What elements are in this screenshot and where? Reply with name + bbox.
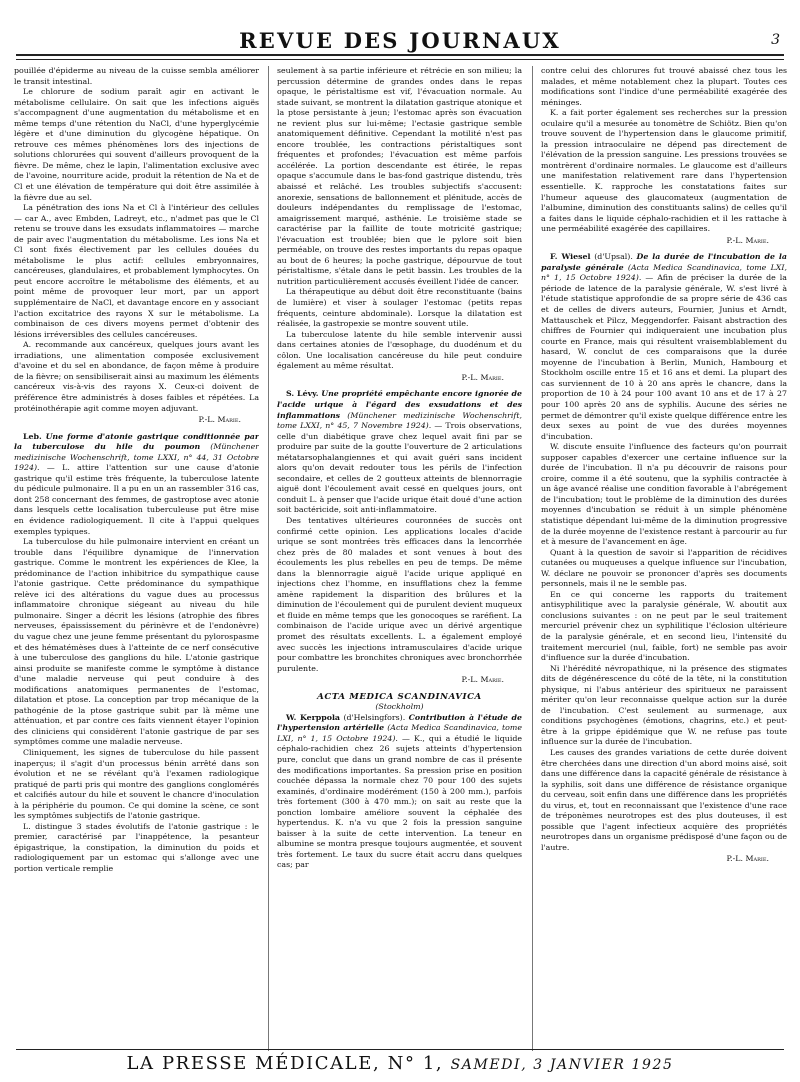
signature: P.-L. Marie. bbox=[726, 854, 769, 864]
page-footer bbox=[16, 1049, 784, 1081]
paragraph: La tuberculose du hile pulmonaire intervient en créant un trouble dans l'équilibre dynamique de l'innervation gastrique. Comme le montrent les expériences de Klee, la prédominance de l'action inhibitrice du sympathique cause l'atonie gastrique. Cette prédominance du sympathique relève ici des altérations du vague dues au processus inflammatoire chronique siégeant au niveau du hile pulmonaire. Singer a décrit les lésions (atrophie des fibres nerveuses, épaississement du périnèvre et de l'endonèvre) du vague chez une jeune femme présentant du pylorospasme et des hématémèses dues à l'atteinte de ce nerf consécutive à une tuberculose des ganglions du hile. L'atonie gastrique ainsi produite se manifeste comme le symptôme à distance d'une maladie nerveuse qui peut conduire à des modifications anatomiques permanentes de l'estomac, dilatation et ptose. La conception par trop mécanique de la pathogénie de la ptose gastrique subit par là même une atténuation, et par contre ces faits viennent étayer l'opinion des cliniciens qui considèrent l'atonie gastrique de par ses symptômes comme une maladie nerveuse. bbox=[14, 537, 259, 747]
column-3 bbox=[541, 66, 787, 1056]
article-text: — L. attire l'attention sur une cause d'atonie gastrique qu'il estime très fréquente, la tuberculose latente du pédicule pulmonaire. Il a pu en un an rassembler 316 cas, dont 258 concernant des femmes, de gastroptose avec atonie dans lesquels cette localisation tuberculeuse put être mise en évidence radiologiquement. Il cite à l'appui quelques exemples typiques. bbox=[14, 463, 259, 536]
header-rule bbox=[16, 59, 784, 60]
paragraph: Cliniquement, les signes de tuberculose du hile passent inaperçus; il s'agit d'un processus bénin arrêté dans son évolution et ne se révélant qu'à l'examen radiologique pratiqué de parti pris qui montre des ganglions conglomérés et calcifiés autour du hile et souvent le chancre d'inoculation à la périphérie du poumon. Ce qui domine la scène, ce sont les symptômes subjectifs de l'atonie gastrique. bbox=[14, 748, 259, 821]
page-number: 3 bbox=[771, 32, 780, 48]
signature: P.-L. Marie. bbox=[198, 415, 241, 425]
article-title: De la durée de l'incubation de la paralysie générale bbox=[541, 252, 787, 272]
article-kerppola bbox=[277, 713, 522, 871]
article-source: (Acta Medica Scandinavica, tome LXI, n° 1, 15 Octobre 1924). bbox=[541, 262, 787, 283]
paragraph: Ni l'hérédité névropathique, ni la présence des stigmates dits de dégénérescence du côté de la tête, ni la constitution physique, ni l'abus antérieur des spiritueux ne paraissent mériter qu'on leur reconnaisse quelque action sur la durée de l'incubation. C'est seulement au surmenage, aux conditions psychogènes (émotions, chagrins, etc.) et peut-être à la grippe épidémique que W. ne refuse pas toute influence sur la durée de l'incubation. bbox=[541, 663, 787, 747]
footer-journal: LA PRESSE MÉDICALE, N° 1, bbox=[126, 1053, 444, 1074]
paragraph: Le chlorure de sodium paraît agir en activant le métabolisme cellulaire. On sait que les infections aiguës s'accompagnent d'une augmentation du métabolisme et en même temps d'une rétention du NaCl, d'une hyperglycémie légère et d'une diminution du glycogène hépatique. On retrouve ces mêmes phénomènes lors des injections de solutions chlorurées qui souvent d'ailleurs provoquent de la fièvre. De même, chez le lapin, l'alimentation exclusive avec de l'avoine, nourriture acide, produit la rétention de Na et de Cl et une élévation de température qui doit être assimilée à la fièvre due au sel. bbox=[14, 87, 259, 202]
paragraph: L. distingue 3 stades évolutifs de l'atonie gastrique : le premier, caractérisé par l'inappétence, la pesanteur épigastrique, la constipation, la diminution du poids et radiologiquement par un estomac qui s'allonge avec une portion verticale remplie bbox=[14, 821, 259, 874]
paragraph: La thérapeutique au début doit être reconstituante (bains de lumière) et viser à soulager l'estomac (petits repas fréquents, ceinture abdominale). Lorsque la dilatation est réalisée, la gastropexie se montre souvent utile. bbox=[277, 287, 522, 329]
article-author: F. Wiesel bbox=[550, 252, 591, 262]
article-author: Leb. bbox=[23, 431, 42, 441]
article-levy bbox=[277, 389, 522, 516]
signature: P.-L. Marie. bbox=[461, 372, 504, 382]
column-1 bbox=[14, 66, 259, 1056]
article-title: Une propriété empêchante encore ignorée de l'acide urique à l'égard des exsudations et des inflammations bbox=[277, 389, 522, 420]
paragraph: Quant à la question de savoir si l'apparition de récidives cutanées ou muqueuses a quelque influence sur l'incubation, W. déclare ne pouvoir se prononcer d'après ses documents personnels, mais il ne le semble pas. bbox=[541, 547, 787, 589]
article-source: (Münchener medizinische Wochenschrift, tome LXXI, n° 45, 7 Novembre 1924). bbox=[277, 410, 522, 431]
article-leb bbox=[14, 432, 259, 537]
journal-section-title: REVUE DES JOURNAUX bbox=[239, 28, 561, 53]
article-title: Une forme d'atonie gastrique conditionnée par la tuberculose du hile du poumon bbox=[14, 431, 259, 452]
signature: P.-L. Marie. bbox=[726, 235, 769, 245]
article-title: Contribution à l'étude de l'hypertension artérielle bbox=[277, 712, 522, 733]
article-author-place: (d'Upsal). bbox=[594, 252, 633, 262]
paragraph: La tuberculose latente du hile semble intervenir aussi dans certaines atonies de l'œsophage, du duodénum et du côlon. Une localisation cancéreuse du hile peut conduire également au même résultat. bbox=[277, 329, 522, 371]
column-2 bbox=[277, 66, 522, 1056]
paragraph: Les causes des grandes variations de cette durée doivent être cherchées dans une direction d'un abord moins aisé, soit dans une différence dans la capacité générale de résistance à la syphilis, soit dans une différence de résistance organique du cerveau, soit enfin dans une différence dans les propriétés du virus, et, tout en reconnaissant que l'existence d'une race de tréponèmes neurotropes est des plus douteuses, il est possible que l'agent infectieux acquière des propriétés neurotropes dans un organisme prédisposé d'une façon ou de l'autre. bbox=[541, 748, 787, 852]
column-divider bbox=[268, 66, 269, 1051]
article-author: W. Kerppola bbox=[286, 712, 341, 722]
paragraph: A. recommande aux cancéreux, quelques jours avant les irradiations, une alimentation composée exclusivement d'avoine et du sel en abondance, de façon même à produire de la fièvre; on sensibiliserait ainsi au maximum les éléments cancéreux vis-à-vis des rayons X. Ceux-ci doivent de préférence être administrés à doses faibles et répétées. La protéinothérapie agit comme moyen adjuvant. bbox=[14, 340, 259, 413]
footer-date: SAMEDI, 3 JANVIER 1925 bbox=[450, 1057, 674, 1073]
page-header bbox=[16, 22, 784, 56]
paragraph: W. discute ensuite l'influence des facteurs qu'on pourrait supposer capables d'exercer une certaine influence sur la durée de l'incubation. Il n'a pu découvrir de raisons pour croire, comme il a été soutenu, que la syphilis contractée à un âge avancé réalise une condition favorable à l'abrégement de l'incubation; tout le problème de la diminution des durées moyennes d'incubation se réduit à un simple phénomène statistique dépendant lui-même de la diminution progressive de la durée moyenne de l'existence restant à parcourir au fur et à mesure de l'avancement en âge. bbox=[541, 442, 787, 547]
article-author: S. Lévy. bbox=[286, 389, 319, 399]
article-text: — K., qui a étudié le liquide céphalo-rachidien chez 26 sujets atteints d'hypertension pure, conclut que dans un grand nombre de cas il présente des modifications importantes. Sa pression prise en position couchée dépassa la normale chez 70 pour 100 des sujets examinés, d'ordinaire modérément (150 à 200 mm.), parfois très fortement (300 à 470 mm.); on sait au reste que la ponction lombaire améliore souvent la céphalée des hypertendus. K. n'a vu que 2 fois la pression sanguine baisser à la suite de cette intervention. La teneur en albumine se montra presque toujours augmentée, et souvent très fortement. Le taux du sucre était accru dans quelques cas; par bbox=[277, 733, 522, 870]
article-text: — Trois observations, celle d'un diabétique grave chez lequel avait fini par se produire par suite de la goutte l'ouverture de 2 articulations métatarsophalangiennes et qui avait guéri sans incident alors qu'on devait redouter tous les périls de l'infection secondaire, et celles de 2 goutteux atteints de blennorragie aiguë dont l'écoulement avait cessé en quelques jours, ont conduit L. à penser que l'acide urique était doué d'une action soit bactéricide, soit anti-inflammatoire. bbox=[277, 421, 522, 515]
journal-section-city: (Stockholm) bbox=[375, 702, 424, 712]
paragraph: Des tentatives ultérieures couronnées de succès ont confirmé cette opinion. Les applications locales d'acide urique se sont montrées très efficaces dans la lencorrhée chez près de 80 malades et sont venues à bout des écoulements les plus rebelles en peu de temps. De même dans la blennorragie aiguë l'acide urique appliqué en injections chez l'homme, en insufflations chez la femme amène rapidement la disparition des brûlures et la diminution de l'écoulement qui de purulent devient muqueux et fluide en même temps que les gonocoques se raréfient. La combinaison de l'acide urique avec un dérivé argentique promet des résultats excellents. L. a également employé avec succès les injections intramusculaires d'acide urique pour combattre les bronchites chroniques avec bronchorrhée purulente. bbox=[277, 515, 522, 673]
article-wiesel bbox=[541, 252, 787, 442]
article-text: — Afin de préciser la durée de la période de latence de la paralysie générale, W. s'est livré à l'étude statistique approfondie de sa propre série de 436 cas et de celles de divers auteurs, Fournier, Junius et Arndt, Mattauschek et Pilcz, Meggendorfer. Faisant abstraction des chiffres de Fournier qui indiqueraient une incubation plus courte en France, mais qui résultent vraisemblablement du hasard, W. conclut de ces comparaisons que la durée moyenne de l'incubation à Berlin, Munich, Hambourg et Stockholm oscille entre 15 et 16 ans et demi. La plupart des cas surviennent de 10 à 20 ans après le chancre, dans la proportion de 10 à 24 pour 100 avant 10 ans et de 17 à 27 pour 100 après 20 ans de syphilis. Aucune des séries ne permet de démontrer qu'il existe quelque différence entre les deux sexes au point de vue des durées moyennes d'incubation. bbox=[541, 273, 787, 441]
article-author-place: (d'Helsingfors). bbox=[343, 712, 406, 722]
paragraph: La pénétration des ions Na et Cl à l'intérieur des cellules — car A., avec Embden, Ladreyt, etc., n'admet pas que le Cl retenu se trouve dans les exsudats inflammatoires — marche de pair avec l'augmentation du métabolisme. Les ions Na et Cl sont fixés électivement par les cellules douées du métabolisme le plus actif: cellules embryonnaires, cancéreuses, glandulaires, et probablement lymphocytes. On peut encore accroître le métabolisme des éléments, et au point même de provoquer leur mort, par un apport supplémentaire de NaCl, et davantage encore en y associant l'action excitatrice des rayons X sur le métabolisme. La combinaison de ces divers moyens permet d'obtenir des lésions irréversibles des cellules cancéreuses. bbox=[14, 203, 259, 339]
signature: P.-L. Marie. bbox=[461, 675, 504, 685]
paragraph: pouillée d'épiderme au niveau de la cuisse sembla améliorer le transit intestinal. bbox=[14, 66, 259, 86]
paragraph: seulement à sa partie inférieure et rétrécie en son milieu; la percussion détermine de grandes ondes dans le repas opaque, le péristaltisme est vif, l'évacuation normale. Au stade suivant, se montrent la dilatation gastrique atonique et la ptose persistante à jeun; l'estomac après son évacuation ne revient plus sur lui-même; l'ectasie gastrique semble anatomiquement définitive. Cependant la motilité n'est pas encore troublée, les contractions péristaltiques sont fréquentes et profondes; l'évacuation est même parfois accélérée. La portion descendante est étirée, le repas opaque s'accumule dans le bas-fond gastrique distendu, très abaissé et relâché. Les troubles subjectifs s'accusent: anorexie, sensations de ballonnement et plénitude, accès de douleurs indépendantes du remplissage de l'estomac, amaigrissement marqué, asthénie. Le troisième stade se caractérise par la faillite de toute motricité gastrique; l'évacuation est troublée; bien que le pylore soit bien perméable, on trouve des restes importants du repas opaque au bout de 6 heures; la poche gastrique, dépourvue de tout péristaltisme, s'étale dans le petit bassin. Les troubles de la nutrition particulièrement accusés éveillent l'idée de cancer. bbox=[277, 66, 522, 286]
article-source: (Münchener medizinische Wochenschrift, tome LXXI, n° 44, 31 Octobre 1924). bbox=[14, 442, 259, 473]
paragraph: contre celui des chlorures fut trouvé abaissé chez tous les malades, et même notablement chez la plupart. Toutes ces modifications sont l'indice d'une perméabilité exagérée des méninges. bbox=[541, 66, 787, 107]
paragraph: K. a fait porter également ses recherches sur la pression oculaire qu'il a mesurée au tonomètre de Schiötz. Bien qu'on trouve souvent de l'hypertension dans le glaucome primitif, la pression intraoculaire ne dépend pas directement de l'élévation de la pression sanguine. Les pressions trouvées se montrèrent d'ordinaire normales. Le glaucome est d'ailleurs une manifestation relativement rare dans l'hypertension essentielle. K. rapproche les constatations faites sur l'humeur aqueuse des glaucomateux (augmentation de l'albumine, diminution des constituants salins) de celles qu'il a faites dans le liquide céphalo-rachidien et il les rattache à une perméabilité exagérée des capillaires. bbox=[541, 108, 787, 234]
paragraph: En ce qui concerne les rapports du traitement antisyphilitique avec la paralysie générale, W. aboutit aux conclusions suivantes : on ne peut par le seul traitement mercuriel prévenir chez un syphilitique l'éclosion ultérieure de la paralysie générale, et en second lieu, l'intensité du traitement mercuriel (nul, faible, fort) ne semble pas avoir d'influence sur la durée d'incubation. bbox=[541, 589, 787, 663]
column-divider bbox=[532, 66, 533, 1051]
article-source: (Acta Medica Scandinavica, tome LXI, n° 1, 15 Octobre 1924). bbox=[277, 723, 522, 743]
journal-section-heading: ACTA MEDICA SCANDINAVICA bbox=[317, 691, 482, 702]
